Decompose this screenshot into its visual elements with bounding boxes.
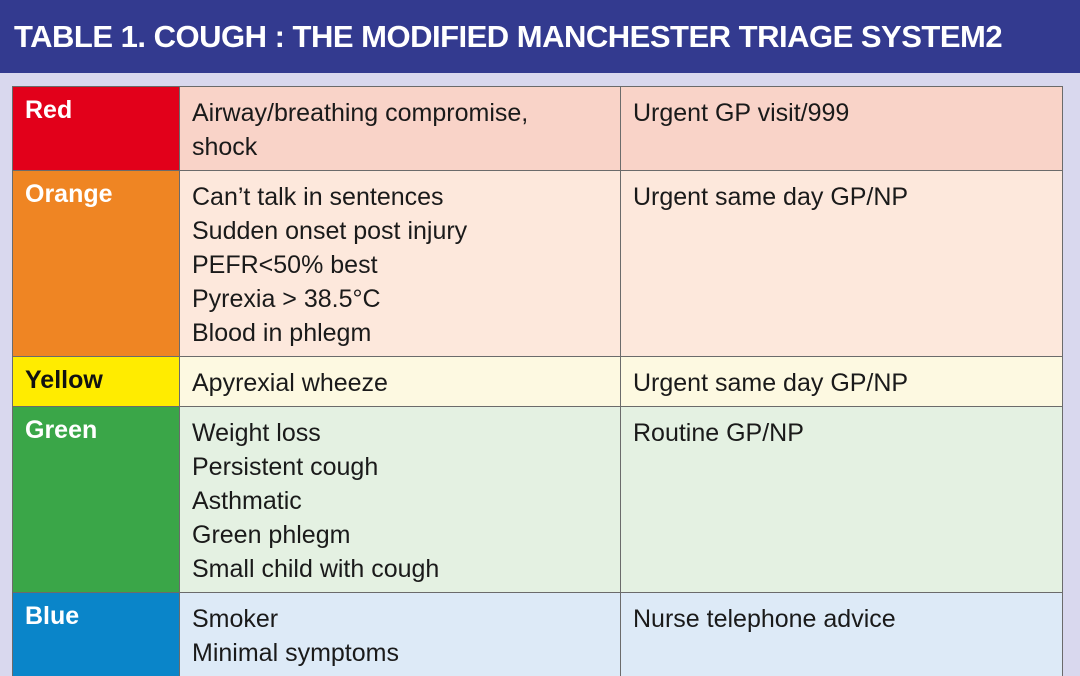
action-cell: Nurse telephone advice: [621, 593, 1063, 676]
table-row-green: [13, 407, 1063, 593]
table-title: TABLE 1. COUGH : THE MODIFIED MANCHESTER TRIAGE SYSTEM2: [0, 0, 1080, 73]
symptom-item: Sudden onset post injury: [192, 217, 468, 245]
symptom-item: Can’t talk in sentences: [192, 183, 444, 211]
symptom-item: Blood in phlegm: [192, 319, 372, 347]
action-cell: Urgent same day GP/NP: [621, 357, 1063, 407]
symptoms-cell: [180, 87, 621, 171]
symptoms-cell: [180, 593, 621, 676]
symptom-item: Airway/breathing compromise,: [192, 99, 529, 127]
symptom-item: Apyrexial wheeze: [192, 369, 388, 397]
triage-table-container: [12, 86, 1062, 676]
triage-table: [12, 86, 1063, 676]
symptom-item: PEFR<50% best: [192, 251, 378, 279]
triage-table-body: [13, 87, 1063, 676]
symptom-item: Smoker: [192, 605, 279, 633]
action-cell: Routine GP/NP: [621, 407, 1063, 593]
triage-level-cell: Green: [13, 407, 180, 593]
symptom-item: Minimal symptoms: [192, 639, 399, 667]
triage-level-cell: Red: [13, 87, 180, 171]
action-cell: Urgent GP visit/999: [621, 87, 1063, 171]
symptoms-cell: [180, 171, 621, 357]
table-row-orange: [13, 171, 1063, 357]
table-row-blue: [13, 593, 1063, 676]
symptom-item: Asthmatic: [192, 487, 302, 515]
symptoms-cell: [180, 357, 621, 407]
symptom-item: Small child with cough: [192, 555, 440, 583]
triage-level-cell: Orange: [13, 171, 180, 357]
action-cell: Urgent same day GP/NP: [621, 171, 1063, 357]
triage-level-cell: Yellow: [13, 357, 180, 407]
symptoms-cell: [180, 407, 621, 593]
symptom-item: shock: [192, 133, 258, 161]
symptom-item: Pyrexia > 38.5°C: [192, 285, 381, 313]
symptom-item: Green phlegm: [192, 521, 351, 549]
table-row-red: [13, 87, 1063, 171]
symptom-item: Weight loss: [192, 419, 321, 447]
table-row-yellow: [13, 357, 1063, 407]
symptom-item: Persistent cough: [192, 453, 379, 481]
triage-level-cell: Blue: [13, 593, 180, 676]
